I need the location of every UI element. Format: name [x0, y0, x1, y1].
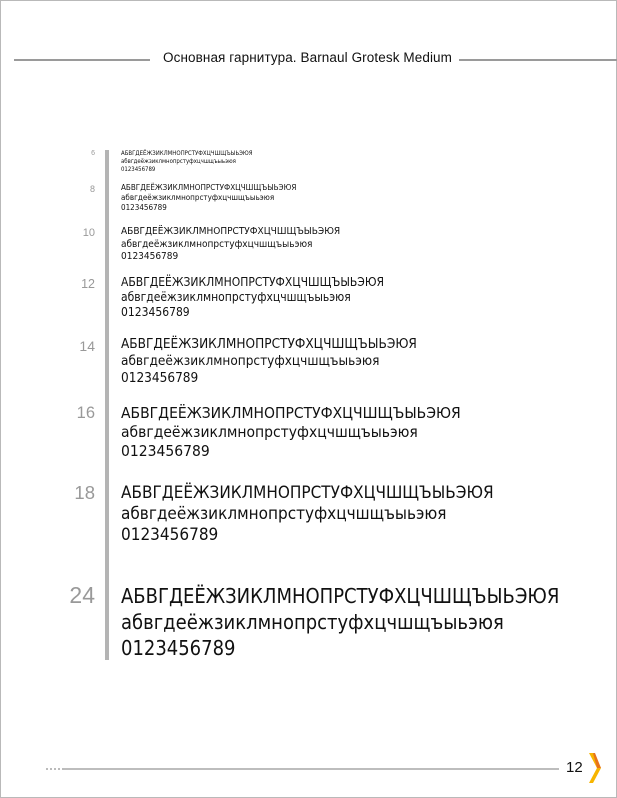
- specimen-lowercase: абвгдеёжзиклмнопрстуфхцчшщъыьэюя: [121, 504, 447, 524]
- specimen-uppercase: АБВГДЕЁЖЗИКЛМНОПРСТУФХЦЧШЩЪЫЬЭЮЯ: [121, 483, 494, 503]
- specimen-divider: [105, 150, 109, 660]
- specimen-digits: 0123456789: [121, 305, 190, 319]
- size-label-6: 6: [91, 150, 95, 157]
- specimen-lowercase: абвгдеёжзиклмнопрстуфхцчшщъыьэюя: [121, 610, 504, 634]
- specimen-16: [121, 404, 461, 461]
- size-label-24: 24: [69, 582, 95, 608]
- specimen-lowercase: абвгдеёжзиклмнопрстуфхцчшщъыьэюя: [121, 290, 351, 304]
- specimen-lowercase: абвгдеёжзиклмнопрстуфхцчшщъыьэюя: [121, 238, 313, 250]
- specimen-uppercase: АБВГДЕЁЖЗИКЛМНОПРСТУФХЦЧШЩЪЫЬЭЮЯ: [121, 226, 341, 237]
- specimen-lowercase: абвгдеёжзиклмнопрстуфхцчшщъыьэюя: [121, 353, 380, 369]
- specimen-12: [121, 275, 384, 320]
- specimen-6: [121, 150, 253, 174]
- specimen-lowercase: абвгдеёжзиклмнопрстуфхцчшщъыьэюя: [121, 193, 275, 202]
- specimen-lowercase: абвгдеёжзиклмнопрстуфхцчшщъыьэюя: [121, 158, 236, 165]
- chevron-right-icon: [588, 752, 602, 784]
- footer-dotted-rule: [46, 768, 64, 772]
- specimen-uppercase: АБВГДЕЁЖЗИКЛМНОПРСТУФХЦЧШЩЪЫЬЭЮЯ: [121, 404, 461, 422]
- specimen-10: [121, 226, 340, 264]
- specimen-8: [121, 183, 296, 213]
- specimen-uppercase: АБВГДЕЁЖЗИКЛМНОПРСТУФХЦЧШЩЪЫЬЭЮЯ: [121, 150, 253, 157]
- header-rule-right: [459, 59, 617, 61]
- specimen-uppercase: АБВГДЕЁЖЗИКЛМНОПРСТУФХЦЧШЩЪЫЬЭЮЯ: [121, 584, 560, 608]
- specimen-digits: 0123456789: [121, 251, 179, 262]
- specimen-digits: 0123456789: [121, 442, 210, 460]
- size-label-10: 10: [82, 227, 95, 239]
- specimen-digits: 0123456789: [121, 166, 156, 173]
- specimen-lowercase: абвгдеёжзиклмнопрстуфхцчшщъыьэюя: [121, 423, 418, 441]
- size-label-16: 16: [76, 404, 95, 422]
- specimen-digits: 0123456789: [121, 370, 199, 386]
- size-label-12: 12: [81, 277, 95, 291]
- specimen-digits: 0123456789: [121, 636, 236, 660]
- page-number: 12: [566, 759, 583, 776]
- specimen-18: [121, 483, 494, 546]
- size-label-8: 8: [89, 184, 95, 194]
- specimen-uppercase: АБВГДЕЁЖЗИКЛМНОПРСТУФХЦЧШЩЪЫЬЭЮЯ: [121, 275, 384, 289]
- header-rule-left: [14, 59, 150, 61]
- specimen-digits: 0123456789: [121, 203, 167, 212]
- footer-rule: [64, 768, 559, 770]
- specimen-24: [121, 583, 559, 661]
- page-title: Основная гарнитура. Barnaul Grotesk Medium: [163, 50, 453, 65]
- specimen-uppercase: АБВГДЕЁЖЗИКЛМНОПРСТУФХЦЧШЩЪЫЬЭЮЯ: [121, 336, 417, 352]
- specimen-uppercase: АБВГДЕЁЖЗИКЛМНОПРСТУФХЦЧШЩЪЫЬЭЮЯ: [121, 183, 297, 192]
- specimen-digits: 0123456789: [121, 525, 219, 545]
- specimen-14: [121, 336, 417, 387]
- size-label-18: 18: [74, 482, 95, 503]
- size-label-14: 14: [79, 338, 95, 354]
